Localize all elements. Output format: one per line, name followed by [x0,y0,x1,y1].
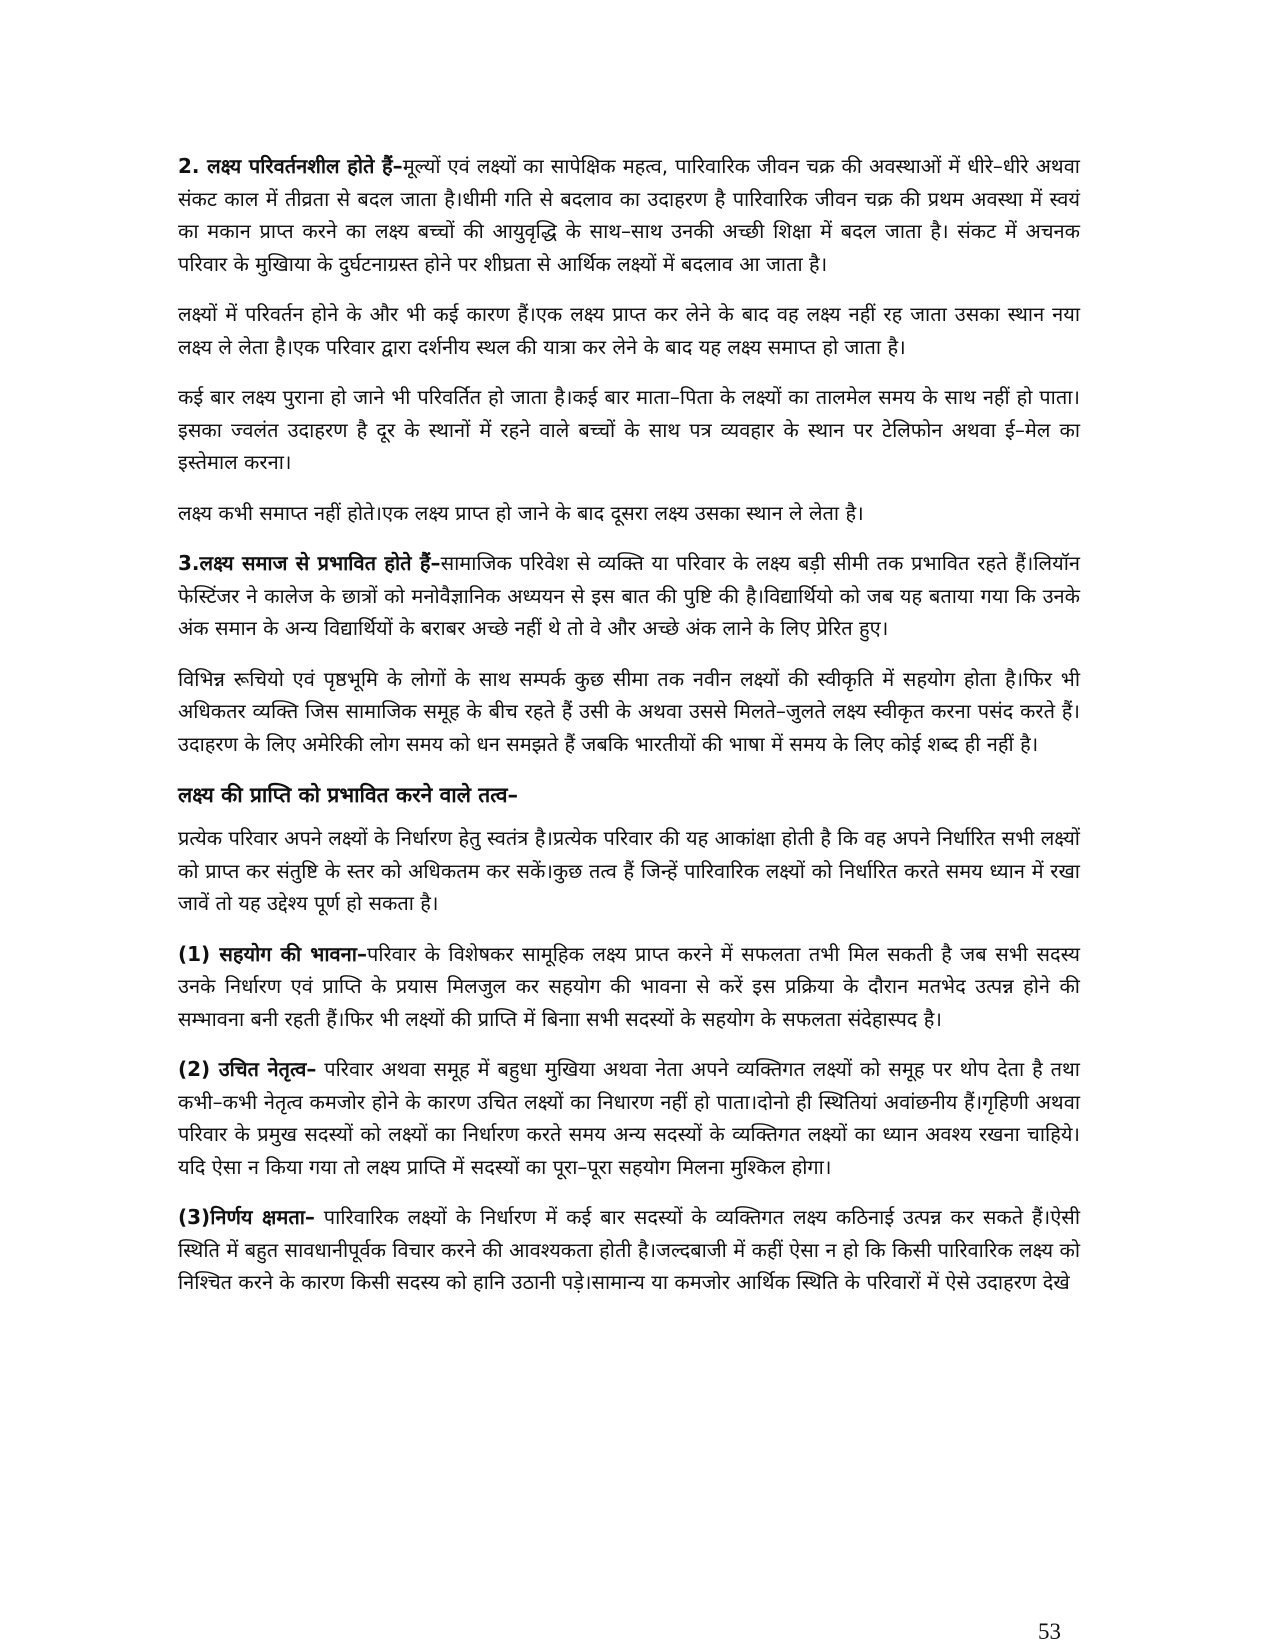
paragraph-outdated-goals [178,381,1080,479]
paragraph-text: लक्ष्यों में परिवर्तन होने के और भी कई कारण हैं।एक लक्ष्य प्राप्त कर लेने के बाद वह लक्ष्य नहीं रह जाता उसका स्थान नया लक्ष्य ले लेता है।एक परिवार द्वारा दर्शनीय स्थल की यात्रा कर लेने के बाद यह लक्ष्य समाप्त हो जाता है। [178,302,1080,359]
paragraph-lead: (1) सहयोग की भावना– [178,941,367,966]
paragraph-goals-changeable [178,150,1080,280]
paragraph-text: पारिवारिक लक्ष्यों के निर्धारण में कई बार सदस्यों के व्यक्तिगत लक्ष्य कठिनाई उत्पन्न कर सकते हैं।ऐसी स्थिति में बहुत सावधानीपूर्वक विचार करने की आवश्यकता होती है।जल्दबाजी में कहीं ऐसा न हो कि किसी पारिवारिक लक्ष्य को निश्चित करने के कारण किसी सदस्य को हानि उठानी पड़े।सामान्य या कमजोर आर्थिक स्थिति के परिवारों में ऐसे उदाहरण देखे [178,1205,1081,1294]
paragraph-text: परिवार अथवा समूह में बहुधा मुखिया अथवा नेता अपने व्यक्तिगत लक्ष्यों को समूह पर थोप देता है तथा कभी–कभी नेतृत्व कमजोर होने के कारण उचित लक्ष्यों का निधारण नहीं हो पाता।दोनो ही स्थितियां अवांछनीय हैं।गृहिणी अथवा परिवार के प्रमुख सदस्यों को लक्ष्यों का निर्धारण करते समय अन्य सदस्यों के व्यक्तिगत लक्ष्यों का ध्यान अवश्य रखना चाहिये।यदि ऐसा न किया गया तो लक्ष्य प्राप्ति में सदस्यों का पूरा–पूरा सहयोग मिलना मुश्किल होगा। [178,1057,1080,1179]
paragraph-lead: (3)निर्णय क्षमता– [178,1205,315,1229]
paragraph-goals-never-end [178,497,1080,530]
paragraph-text: मूल्यों एवं लक्ष्यों का सापेक्षिक महत्व, पारिवारिक जीवन चक्र की अवस्थाओं में धीरे–धीरे अथवा संकट काल में तीव्रता से बदल जाता है।धीमी गति से बदलाव का उदाहरण है पारिवारिक जीवन चक्र की प्रथम अवस्था में स्वयं का मकान प्राप्त करने का लक्ष्य बच्चों की आयुवृद्धि के साथ–साथ उनकी अच्छी शिक्षा में बदल जाता है। संकट में अचनक परिवार के मुखिाया के दुर्घटनाग्रस्त होने पर शीघ्रता से आर्थिक लक्ष्यों में बदलाव आ जाता है। [178,154,1080,276]
paragraph-family-independence [178,822,1080,920]
paragraph-text: सामाजिक परिवेश से व्यक्ति या परिवार के लक्ष्य बड़ी सीमी तक प्रभावित रहते हैं।लियॉन फेस्टिंजर ने कालेज के छात्रों को मनोवैज्ञानिक अध्ययन से इस बात की पुष्टि की है।विद्यार्थियो को जब यह बताया गया कि उनके अंक समान के अन्य विद्यार्थियों के बराबर अच्छे नहीं थे तो वे और अच्छे अंक लाने के लिए प्रेरित हुए। [178,551,1080,640]
paragraph-society-influence [178,547,1080,645]
paragraph-change-reasons [178,298,1080,363]
paragraph-interests-background [178,663,1080,761]
paragraph-cooperation [178,938,1080,1036]
paragraph-text: लक्ष्य कभी समाप्त नहीं होते।एक लक्ष्य प्राप्त हो जाने के बाद दूसरा लक्ष्य उसका स्थान ले लेता है। [178,500,864,525]
paragraph-text: प्रत्येक परिवार अपने लक्ष्यों के निर्धारण हेतु स्वतंत्र है।प्रत्येक परिवार की यह आकांक्षा होती है कि वह अपने निर्धारित सभी लक्ष्यों को प्राप्त कर संतुष्टि के स्तर को अधिकतम कर सकें।कुछ तत्व हैं जिन्हें पारिवारिक लक्ष्यों को निर्धारित करते समय ध्यान में रखा जावें तो यह उद्देश्य पूर्ण हो सकता है। [178,826,1080,915]
paragraph-text: परिवार के विशेषकर सामूहिक लक्ष्य प्राप्त करने में सफलता तभी मिल सकती है जब सभी सदस्य उनके निर्धारण एवं प्राप्ति के प्रयास मिलजुल कर सहयोग की भावना से करें इस प्रक्रिया के दौरान मतभेद उत्पन्न होने की सम्भावना बनी रहती हैं।फिर भी लक्ष्यों की प्राप्ति में बिनाा सभी सदस्यों के सहयोग के सफलता संदेहास्पद है। [178,941,1081,1031]
paragraph-lead: 3.लक्ष्य समाज से प्रभावित होते हैं– [178,551,441,575]
section-heading: लक्ष्य की प्राप्ति को प्रभावित करने वाले तत्व– [178,783,519,807]
page-number: 53 [1038,1619,1061,1644]
paragraph-decision-ability [178,1201,1080,1299]
paragraph-text: कई बार लक्ष्य पुराना हो जाने भी परिवर्तित हो जाता है।कई बार माता–पिता के लक्ष्यों का तालमेल समय के साथ नहीं हो पाता। इसका ज्वलंत उदाहरण है दूर के स्थानों में रहने वाले बच्चों के साथ पत्र व्यवहार के स्थान पर टेलिफोन अथवा ई–मेल का इस्तेमाल करना। [178,385,1080,474]
paragraph-lead: 2. लक्ष्य परिवर्तनशील होते हैं– [178,154,403,178]
paragraph-leadership [178,1053,1080,1183]
paragraph-lead: (2) उचित नेतृत्व– [178,1057,317,1081]
paragraph-text: विभिन्न रूचियो एवं पृष्ठभूमि के लोगों के साथ सम्पर्क कुछ सीमा तक नवीन लक्ष्यों की स्वीकृति में सहयोग होता है।फिर भी अधिकतर व्यक्ति जिस सामाजिक समूह के बीच रहते हैं उसी के अथवा उससे मिलते–जुलते लक्ष्य स्वीकृत करना पसंद करते हैं।उदाहरण के लिए अमेरिकी लोग समय को धन समझते हैं जबकि भारतीयों की भाषा में समय के लिए कोई शब्द ही नहीं है। [178,666,1080,756]
page-content [178,150,1080,1317]
